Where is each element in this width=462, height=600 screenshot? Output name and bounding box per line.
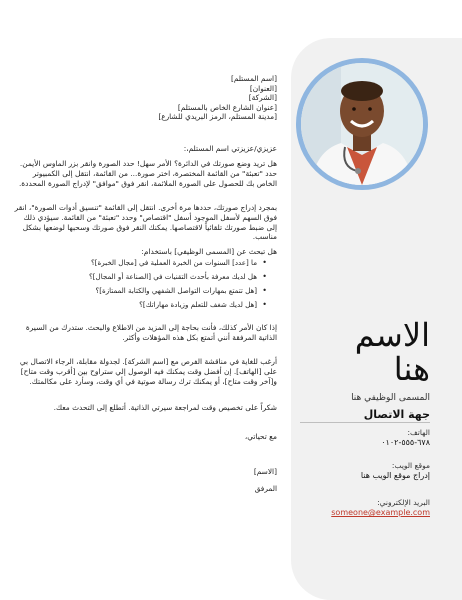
recipient-company: [الشركة]	[248, 93, 277, 103]
website-label: موقع الويب:	[391, 461, 430, 470]
contact-heading: جهة الاتصال	[363, 408, 430, 421]
list-item: • ما [عدد] السنوات من الخبرة العملية في [مجال الخبرة]؟	[12, 258, 267, 267]
letter-greeting: عزيزي/عزيزتي اسم المستلم،:	[183, 144, 277, 154]
letter-paragraph-4: إذا كان الأمر كذلك، فأنت بحاجة إلى المزيد من الاطلاع والبحث. ستدرك من السيرة الذاتية المرفقة أنني أتمتع بكل هذه المؤهلات وأكثر.	[25, 323, 277, 342]
letter-paragraph-3: هل تبحث عن [المسمى الوظيفي] باستخدام:	[141, 247, 277, 257]
recipient-name: [اسم المستلم]	[230, 74, 277, 83]
person-photo-icon	[301, 63, 423, 185]
list-item: • هل لديك معرفة بأحدث التقنيات في [الصناعة أو المجال]؟	[12, 272, 267, 281]
recipient-street: [عنوان الشارع الخاص بالمستلم]	[177, 102, 277, 112]
letter-paragraph-6: شكراً على تخصيص وقت لمراجعة سيرتي الذاتية. أتطلع إلى التحدث معك.	[53, 403, 277, 413]
enclosure-label: المرفق	[254, 484, 277, 494]
applicant-name: الاسم هنا	[354, 316, 430, 388]
signature-name: [الاسم]	[253, 467, 277, 477]
contact-divider	[300, 422, 430, 423]
recipient-address-block	[12, 74, 277, 122]
phone-value: ٦٧٨-٥٥٥-٠١٠٢	[381, 438, 430, 447]
recipient-city: [مدينة المستلم، الرمز البريدي للشارع]	[158, 112, 277, 122]
email-label: البريد الإلكتروني:	[377, 498, 430, 507]
letter-closing: مع تحياتي،	[244, 432, 277, 442]
letter-paragraph-5: أرغب للغاية في مناقشة الفرص مع [اسم الشركة]. لجدولة مقابلة، الرجاء الاتصال بي على [الهاتف]. إن أفضل وقت يمكنك فيه الوصول إلي ستراوح بين [أقرب وقت متاح] و[آخر وقت متاح]، أو يمكنك ترك رسالة صوتية في أي وقت، وسأرد على مكالمتك.	[19, 357, 277, 386]
qualification-list	[12, 258, 267, 314]
letter-paragraph-1: هل تريد وضع صورتك في الدائرة؟ الأمر سهل! حدد الصورة وانقر بزر الماوس الأيمن. حدد "تعبئة" من القائمة المختصرة، اختر صورة... من القائمة، انتقل إلى الكمبيوتر الخاص بك للحصول على الصورة الملائمة، انقر فوق "موافق" لإدراج الصورة المحددة.	[18, 159, 277, 188]
email-value[interactable]	[300, 508, 430, 517]
recipient-address: [العنوان]	[249, 83, 277, 93]
list-item: • [هل لديك شغف للتعلم وزيادة مهاراتك]؟	[12, 300, 267, 309]
phone-label: الهاتف:	[407, 428, 430, 437]
applicant-job-title: المسمى الوظيفي هنا	[351, 393, 430, 403]
website-value: إدراج موقع الويب هنا	[360, 471, 430, 480]
list-item: • [هل تتمتع بمهارات التواصل الشفهي والكتابة الممتازة]؟	[12, 286, 267, 295]
email-link[interactable]: someone@example.com	[331, 508, 430, 517]
letter-paragraph-2: بمجرد إدراج صورتك، حددها مرة أخرى. انتقل إلى القائمة "تنسيق أدوات الصورة"، انقر فوق السهم لأسفل الموجود أسفل "اقتصاص" وحدد "تعبئة" من القائمة. سيؤدي ذلك إلى ضبط صورتك تلقائياً لاقتصاصها. يمكنك النقر فوق صورتك وسحبها لوضعها بشكل مناسب.	[14, 203, 277, 242]
profile-photo-frame[interactable]	[296, 58, 428, 190]
